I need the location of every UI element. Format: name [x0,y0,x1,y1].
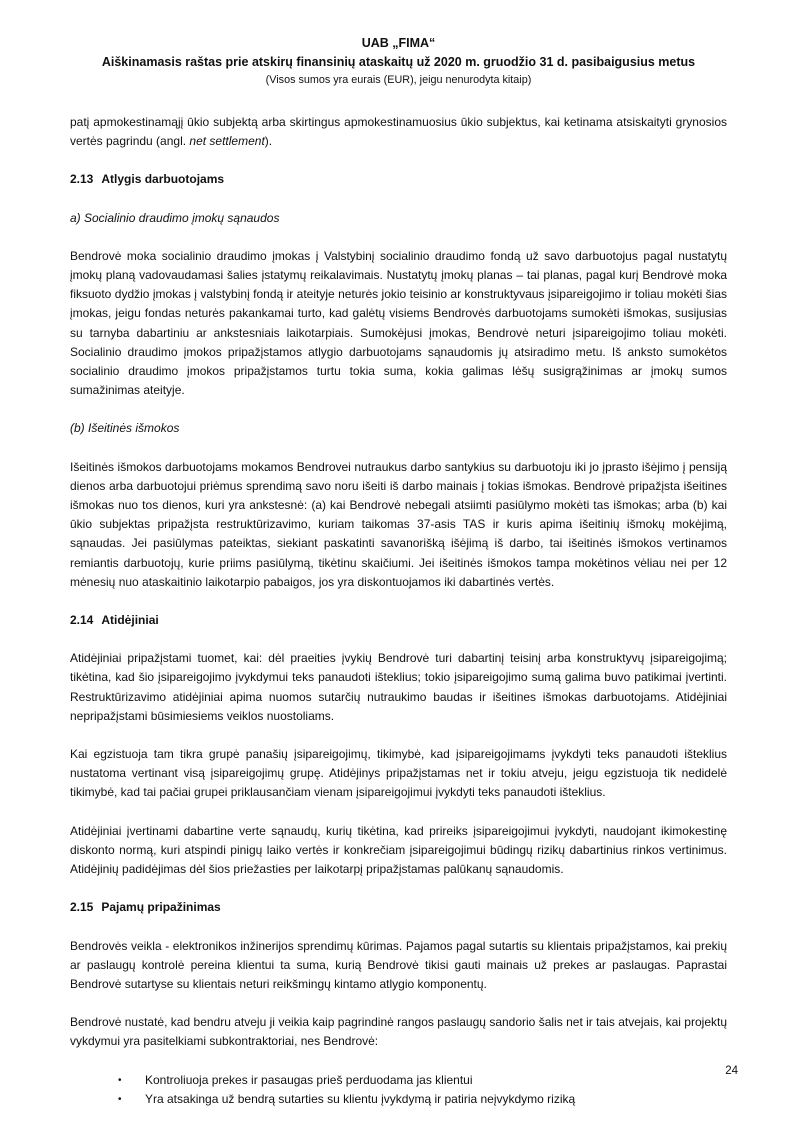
section-2-15-number: 2.15 [70,900,94,915]
company-name: UAB „FIMA“ [361,36,436,50]
intro-paragraph [70,113,727,151]
list-item [118,1071,727,1090]
section-2-13-heading [70,170,727,189]
intro-text-after: ). [264,134,273,149]
document-title: Aiškinamasis raštas prie atskirų finansinių ataskaitų už 2020 m. gruodžio 31 d. pasibaigusius metus [101,55,696,69]
intro-italic-term: net settlement [189,134,265,149]
section-2-15-paragraph-1: Bendrovės veikla - elektronikos inžinerijos sprendimų kūrimas. Pajamos pagal sutartis su klientais pripažįstamos, kai prekių ar paslaugų kontrolė pereina klientui ta suma, kurią Bendrovė tikisi gauti mainais už prekes ar paslaugas. Paprastai Bendrovė sutartyse su klientais neturi reikšmingų kintamo atlygio komponentų. [70,938,727,991]
section-2-14-paragraph-1: Atidėjiniai pripažįstami tuomet, kai: dėl praeities įvykių Bendrovė turi dabartinį teisinį arba konstruktyvų įsipareigojimą; tikėtina, kad šio įsipareigojimo įvykdymui teks panaudoti išteklius; tokio įsipareigojimo sumą galima buvo patikimai įvertinti. Restruktūrizavimo atidėjiniai apima nuomos sutarčių nutraukimo baudas ir išeitines išmokas darbuotojams. Atidėjiniai nepripažįstami būsimiesiems veiklos nuostoliams. [70,651,727,723]
section-2-13-title: Atlygis darbuotojams [101,172,225,187]
intro-text-before: patį apmokestinamąjį ūkio subjektą arba skirtingus apmokestinamuosius ūkio subjektus, kai ketinama atsiskaityti grynosios vertės pagrindu (angl. [70,115,727,149]
section-2-13a-heading: a) Socialinio draudimo įmokų sąnaudos [70,210,280,225]
document-body [70,113,727,1109]
list-item-text: Kontroliuoja prekes ir pasaugas prieš perduodama jas klientui [145,1072,473,1087]
section-2-13b-paragraph: Išeitinės išmokos darbuotojams mokamos Bendrovei nutraukus darbo santykius su darbuotoju iki jo įprasto išėjimo į pensiją dienos arba darbuotojui priėmus sprendimą savo noru išeiti iš darbo mainais į tokias išmokas. Bendrovė pripažįsta išeitines išmokas nuo tos dienos, kuri yra ankstesnė: (a) kai Bendrovė nebegali atsiimti pasiūlymo mokėti tas išmokas; arba (b) kai ūkio subjektas pripažįsta restruktūrizavimo, kuriam taikomas 37-asis TAS ir kuris apima išeitinių išmokų mokėjimą, sąnaudas. Jei pasiūlymas pateiktas, siekiant paskatinti savanorišką išėjimą iš darbo, tai išeitinės išmokos vertinamos remiantis darbuotojų, kurie priims pasiūlymą, tikėtinu skaičiumi. Jei išeitinės išmokos tampa mokėtinos vėliau nei per 12 mėnesių nuo ataskaitinio laikotarpio pabaigos, jos yra diskontuojamos iki dabartinės vertės. [70,459,727,589]
section-2-14-heading [70,611,727,630]
bullet-icon: • [118,1093,122,1105]
section-2-15-heading [70,898,727,917]
section-2-15-title: Pajamų pripažinimas [101,900,221,915]
document-header [70,34,727,89]
section-2-13a-paragraph: Bendrovė moka socialinio draudimo įmokas į Valstybinį socialinio draudimo fondą už savo darbuotojus pagal nustatytų įmokų planą vadovaudamasi šalies įstatymų reikalavimais. Nustatytų įmokų planas – tai planas, pagal kurį Bendrovė moka fiksuoto dydžio įmokas į valstybinį fondą ir ateityje neturės jokio teisinio ar konstruktyvaus įsipareigojimo ir toliau mokėti šias įmokas, jeigu fondas neturės pakankamai turto, kad galėtų visiems Bendrovės darbuotojams sumokėti išmokas, susijusias su tarnyba dabartiniu ar ankstesniais laikotarpiais. Sumokėjusi įmokas, Bendrovė neturi įsipareigojimo toliau mokėti. Socialinio draudimo įmokos pripažįstamos atlygio darbuotojams sąnaudomis jų atsiradimo metu. Iš anksto sumokėtos socialinio draudimo įmokos pripažįstamos turtu tokia suma, kokia galimas lėšų susigrąžinimas ar įmokų sumos sumažinimas ateityje. [70,248,727,398]
section-2-14-title: Atidėjiniai [101,613,159,628]
list-item-text: Yra atsakinga už bendrą sutarties su klientu įvykdymą ir patiria neįvykdymo riziką [145,1091,576,1106]
section-2-15-paragraph-2: Bendrovė nustatė, kad bendru atveju ji veikia kaip pagrindinė rangos paslaugų sandorio šalis net ir tais atvejais, kai projektų vykdymui yra pasitelkiami subkontraktoriai, nes Bendrovė: [70,1015,727,1049]
section-2-14-paragraph-3: Atidėjiniai įvertinami dabartine verte sąnaudų, kurių tikėtina, kad prireiks įsipareigojimui įvykdyti, naudojant ikimokestinę diskonto normą, kuri atspindi pinigų laiko vertės ir konkrečiam įsipareigojimui būdingų rizikų dabartinius rinkos vertinimus. Atidėjinių padidėjimas dėl šios priežasties per laikotarpį pripažįstamas palūkanų sąnaudomis. [70,823,727,877]
list-item [118,1090,727,1109]
responsibility-list [70,1071,727,1109]
section-2-14-number: 2.14 [70,613,94,628]
bullet-icon: • [118,1074,122,1086]
section-2-14-paragraph-2: Kai egzistuoja tam tikra grupė panašių įsipareigojimų, tikimybė, kad įsipareigojimams įvykdyti teks panaudoti išteklius nustatoma vertinant visą įsipareigojimų grupę. Atidėjinys pripažįstamas net ir tokiu atveju, jeigu egzistuoja tik nedidelė tikimybė, kad tai pačiai grupei priklausančiam vienam įsipareigojimui įvykdyti teks panaudoti išteklius. [70,747,727,800]
section-2-13-number: 2.13 [70,172,94,187]
section-2-13b-heading: (b) Išeitinės išmokos [70,421,180,436]
page-number: 24 [725,1065,738,1077]
document-subtitle: (Visos sumos yra eurais (EUR), jeigu nenurodyta kitaip) [265,74,532,86]
